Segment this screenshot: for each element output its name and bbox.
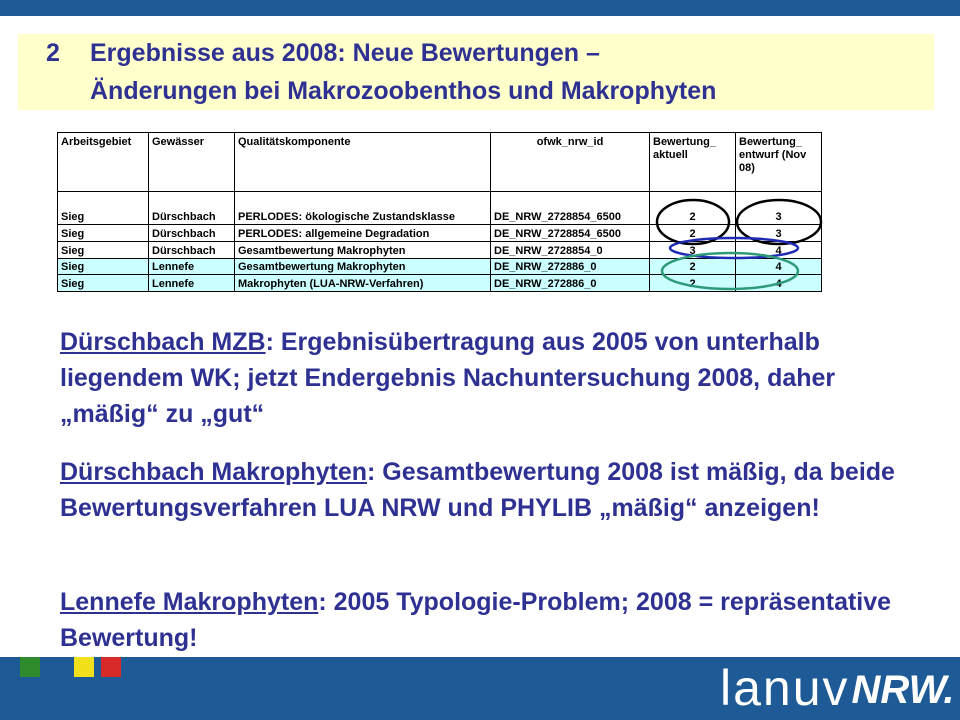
top-bar xyxy=(0,0,960,16)
paragraph-lennefe-makrophyten xyxy=(60,584,900,656)
paragraph-text: : 2005 Typologie-Problem; 2008 = repräsentative Bewertung! xyxy=(60,588,892,652)
paragraph-text: : Gesamtbewertung 2008 ist mäßig, da beide Bewertungsverfahren LUA NRW und PHYLIB „mäßig“ anzeigen! xyxy=(60,458,895,522)
red-square xyxy=(101,657,121,677)
cell-komponente: PERLODES: ökologische Zustandsklasse xyxy=(235,191,491,224)
cell-komponente: Gesamtbewertung Makrophyten xyxy=(235,241,491,258)
cell-gewaesser: Lennefe xyxy=(149,258,235,275)
cell-bewertung-entwurf: 3 xyxy=(736,191,822,224)
cell-gewaesser: Dürschbach xyxy=(149,191,235,224)
cell-arbeitsgebiet: Sieg xyxy=(58,258,149,275)
table-row-highlighted xyxy=(58,275,822,292)
header-gewaesser: Gewässer xyxy=(149,133,235,192)
header-qualitaetskomponente: Qualitätskomponente xyxy=(235,133,491,192)
header-arbeitsgebiet: Arbeitsgebiet xyxy=(58,133,149,192)
header-ofwk-id: ofwk_nrw_id xyxy=(491,133,650,192)
cell-gewaesser: Dürschbach xyxy=(149,225,235,242)
green-square xyxy=(20,657,40,677)
paragraph-duerschbach-makrophyten xyxy=(60,454,900,526)
cell-arbeitsgebiet: Sieg xyxy=(58,225,149,242)
paragraph-text: : Ergebnisübertragung aus 2005 von unterhalb liegendem WK; jetzt Endergebnis Nachuntersuchung 2008, daher „mäßig“ zu „gut“ xyxy=(60,328,836,428)
yellow-square xyxy=(74,657,94,677)
cell-bewertung-aktuell: 2 xyxy=(650,275,736,292)
cell-bewertung-entwurf: 4 xyxy=(736,258,822,275)
cell-gewaesser: Lennefe xyxy=(149,275,235,292)
title-line-2: Änderungen bei Makrozoobenthos und Makrophyten xyxy=(90,77,717,105)
cell-arbeitsgebiet: Sieg xyxy=(58,191,149,224)
table-row xyxy=(58,241,822,258)
logo-nrw-text: NRW. xyxy=(851,668,955,712)
title-line-1 xyxy=(46,38,600,68)
cell-id: DE_NRW_2728854_6500 xyxy=(491,191,650,224)
table-row-highlighted xyxy=(58,258,822,275)
cell-id: DE_NRW_2728854_0 xyxy=(491,241,650,258)
table-row xyxy=(58,225,822,242)
title-text-1: Ergebnisse aus 2008: Neue Bewertungen – xyxy=(90,39,600,67)
header-bewertung-aktuell: Bewertung_ aktuell xyxy=(650,133,736,192)
cell-arbeitsgebiet: Sieg xyxy=(58,275,149,292)
cell-bewertung-aktuell: 2 xyxy=(650,258,736,275)
cell-bewertung-aktuell: 2 xyxy=(650,191,736,224)
cell-komponente: Gesamtbewertung Makrophyten xyxy=(235,258,491,275)
table-row xyxy=(58,191,822,224)
cell-gewaesser: Dürschbach xyxy=(149,241,235,258)
cell-bewertung-entwurf: 4 xyxy=(736,241,822,258)
cell-id: DE_NRW_272886_0 xyxy=(491,275,650,292)
results-table xyxy=(57,132,821,292)
logo-lanuv-text: lanuv xyxy=(720,660,850,716)
lanuv-nrw-logo xyxy=(720,660,954,716)
paragraph-lead: Lennefe Makrophyten xyxy=(60,588,319,616)
slide-title xyxy=(18,34,934,110)
cell-bewertung-entwurf: 3 xyxy=(736,225,822,242)
cell-id: DE_NRW_2728854_6500 xyxy=(491,225,650,242)
section-number: 2 xyxy=(46,39,60,67)
cell-bewertung-aktuell: 3 xyxy=(650,241,736,258)
cell-arbeitsgebiet: Sieg xyxy=(58,241,149,258)
cell-komponente: Makrophyten (LUA-NRW-Verfahren) xyxy=(235,275,491,292)
cell-komponente: PERLODES: allgemeine Degradation xyxy=(235,225,491,242)
cell-bewertung-aktuell: 2 xyxy=(650,225,736,242)
header-bewertung-entwurf: Bewertung_ entwurf (Nov 08) xyxy=(736,133,822,192)
paragraph-lead: Dürschbach MZB xyxy=(60,328,266,356)
cell-id: DE_NRW_272886_0 xyxy=(491,258,650,275)
paragraph-duerschbach-mzb xyxy=(60,324,900,432)
cell-bewertung-entwurf: 4 xyxy=(736,275,822,292)
table-header-row xyxy=(58,133,822,192)
paragraph-lead: Dürschbach Makrophyten xyxy=(60,458,368,486)
